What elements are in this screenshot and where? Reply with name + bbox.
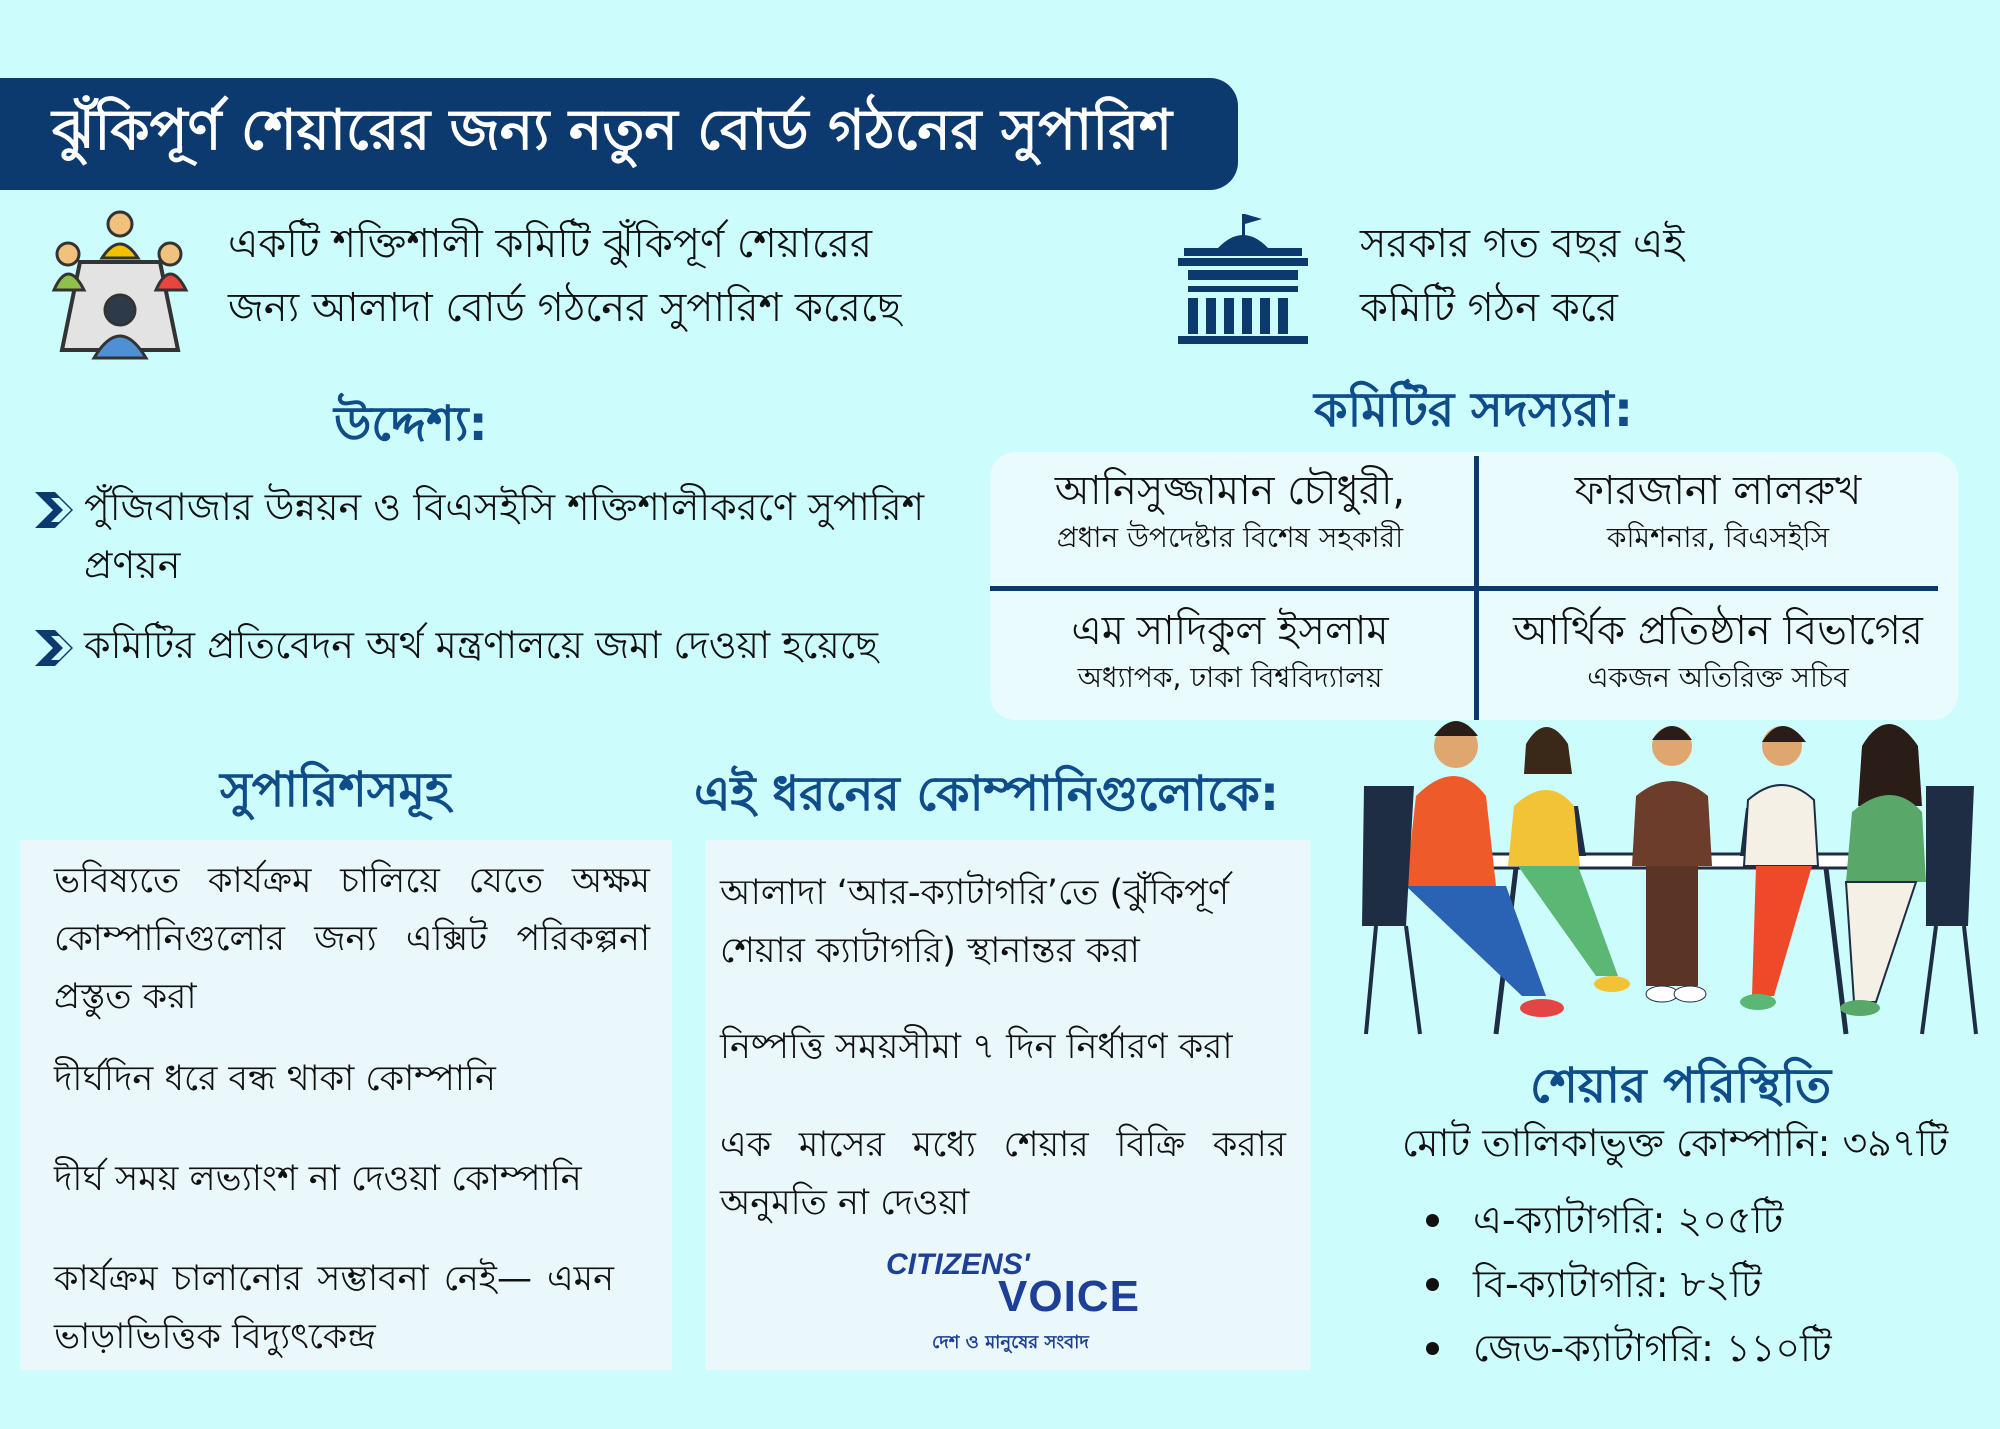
- member-name: আনিসুজ্জামান চৌধুরী,: [1054, 468, 1406, 514]
- company-action-item: এক মাসের মধ্যে শেয়ার বিক্রি করার অনুমতি না দেওয়া: [720, 1125, 1286, 1223]
- category-text: বি-ক্যাটাগরি: ৮২টি: [1473, 1262, 1762, 1306]
- logo-tagline: দেশ ও মানুষের সংবাদ: [932, 1332, 1089, 1353]
- category-item: [1426, 1254, 1832, 1314]
- member-name: আর্থিক প্রতিষ্ঠান বিভাগের: [1513, 608, 1923, 654]
- companies-panel: [706, 840, 1310, 1370]
- meeting-icon: [50, 210, 190, 360]
- category-item: [1426, 1318, 1832, 1378]
- recommendations-heading: সুপারিশসমূহ: [220, 762, 451, 818]
- company-action-item: নিষ্পত্তি সময়সীমা ৭ দিন নির্ধারণ করা: [720, 1027, 1233, 1067]
- member-role: একজন অতিরিক্ত সচিব: [1587, 661, 1849, 694]
- recommendation-item: কার্যক্রম চালানোর সম্ভাবনা নেই— এমন ভাড়াভিত্তিক বিদ্যুৎকেন্দ্র: [54, 1259, 614, 1357]
- chevron-right-icon: [30, 628, 84, 668]
- companies-heading: এই ধরনের কোম্পানিগুলোকে:: [694, 766, 1280, 822]
- category-item: [1426, 1190, 1832, 1250]
- recommendation-item: ভবিষ্যতে কার্যক্রম চালিয়ে যেতে অক্ষম কোম্পানিগুলোর জন্য এক্সিট পরিকল্পনা প্রস্তুত করা: [54, 861, 650, 1017]
- total-listed-companies: মোট তালিকাভুক্ত কোম্পানি: ৩৯৭টি: [1402, 1121, 1949, 1165]
- member-name: এম সাদিকুল ইসলাম: [1071, 608, 1389, 654]
- recommendation-item: দীর্ঘ সময় লভ্যাংশ না দেওয়া কোম্পানি: [54, 1159, 582, 1199]
- members-horizontal-divider: [990, 586, 1938, 591]
- member-card: [990, 464, 1470, 558]
- bullet-icon: [1426, 1278, 1439, 1291]
- committee-intro-line2: জন্য আলাদা বোর্ড গঠনের সুপারিশ করেছে: [228, 285, 902, 331]
- member-card: [1478, 604, 1958, 698]
- page-title: ঝুঁকিপূর্ণ শেয়ারের জন্য নতুন বোর্ড গঠনের সুপারিশ: [52, 98, 1173, 163]
- category-list: [1426, 1190, 1832, 1378]
- government-intro-line1: সরকার গত বছর এই: [1360, 221, 1685, 267]
- chevron-right-icon: [30, 490, 84, 530]
- recommendations-panel: [20, 840, 672, 1370]
- objectives-heading: উদ্দেশ্য:: [334, 396, 488, 452]
- member-card: [990, 604, 1470, 698]
- objective-text: পুঁজিবাজার উন্নয়ন ও বিএসইসি শক্তিশালীকরণে সুপারিশ প্রণয়ন: [84, 485, 925, 587]
- members-grid: [990, 452, 1958, 720]
- member-name: ফারজানা লালরুখ: [1574, 468, 1862, 514]
- objective-text: কমিটির প্রতিবেদন অর্থ মন্ত্রণালয়ে জমা দেওয়া হয়েছে: [84, 623, 879, 667]
- team-meeting-illustration: [1346, 716, 1994, 1046]
- logo-line1: CITIZENS': [886, 1248, 1030, 1281]
- government-building-icon: [1178, 214, 1308, 346]
- logo-line2: VOICE: [998, 1272, 1140, 1321]
- member-role: কমিশনার, বিএসইসি: [1606, 521, 1830, 554]
- member-card: [1478, 464, 1958, 558]
- government-intro-line2: কমিটি গঠন করে: [1360, 285, 1618, 331]
- committee-intro-line1: একটি শক্তিশালী কমিটি ঝুঁকিপূর্ণ শেয়ারের: [228, 221, 873, 267]
- recommendation-item: দীর্ঘদিন ধরে বন্ধ থাকা কোম্পানি: [54, 1059, 496, 1099]
- members-heading: কমিটির সদস্যরা:: [1314, 382, 1634, 438]
- member-role: প্রধান উপদেষ্টার বিশেষ সহকারী: [1056, 521, 1404, 554]
- member-role: অধ্যাপক, ঢাকা বিশ্ববিদ্যালয়: [1077, 661, 1383, 694]
- category-text: জেড-ক্যাটাগরি: ১১০টি: [1473, 1326, 1832, 1370]
- committee-intro: [228, 212, 901, 340]
- company-action-item: আলাদা ‘আর-ক্যাটাগরি’তে (ঝুঁকিপূর্ণ শেয়ার ক্যাটাগরি) স্থানান্তর করা: [720, 873, 1230, 971]
- category-text: এ-ক্যাটাগরি: ২০৫টি: [1473, 1198, 1784, 1242]
- title-banner: [0, 78, 1238, 190]
- citizens-voice-logo: [886, 1248, 1140, 1353]
- objective-item: [30, 478, 960, 594]
- share-status-heading: শেয়ার পরিস্থিতি: [1530, 1058, 1832, 1114]
- objective-item: [30, 616, 960, 674]
- bullet-icon: [1426, 1214, 1439, 1227]
- bullet-icon: [1426, 1342, 1439, 1355]
- government-intro: [1360, 212, 1684, 340]
